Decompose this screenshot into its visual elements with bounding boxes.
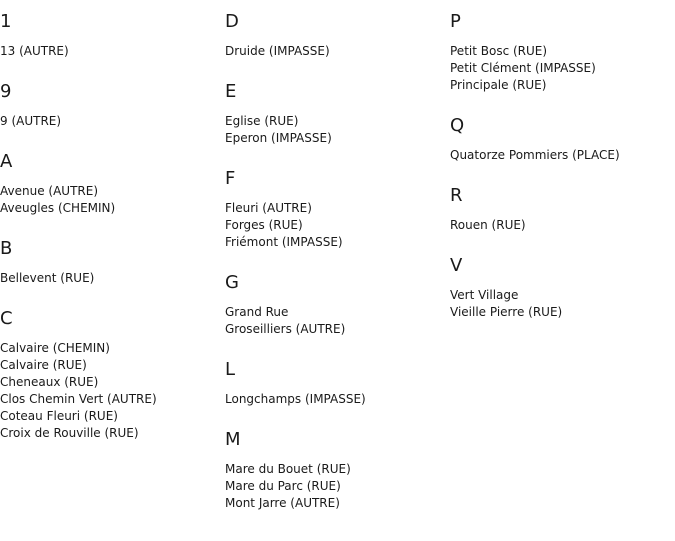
street-item bbox=[450, 217, 675, 234]
letter-group-e bbox=[225, 82, 450, 147]
street-item bbox=[0, 183, 225, 200]
street-item bbox=[450, 60, 675, 77]
street-link[interactable]: Mare du Bouet (RUE) bbox=[225, 462, 351, 476]
street-item bbox=[225, 130, 450, 147]
street-list bbox=[450, 43, 675, 94]
street-link[interactable]: Longchamps (IMPASSE) bbox=[225, 392, 366, 406]
street-link[interactable]: Mont Jarre (AUTRE) bbox=[225, 496, 340, 510]
street-item bbox=[0, 200, 225, 217]
street-list bbox=[450, 217, 675, 234]
street-link[interactable]: Druide (IMPASSE) bbox=[225, 44, 330, 58]
letter-heading: L bbox=[225, 359, 236, 380]
street-list bbox=[0, 43, 225, 60]
street-list bbox=[0, 183, 225, 217]
street-list bbox=[225, 391, 450, 408]
letter-group-r bbox=[450, 186, 675, 234]
street-item bbox=[0, 340, 225, 357]
letter-group-g bbox=[225, 273, 450, 338]
letter-group-f bbox=[225, 169, 450, 251]
street-link[interactable]: Mare du Parc (RUE) bbox=[225, 479, 341, 493]
street-item bbox=[225, 113, 450, 130]
street-link[interactable]: Bellevent (RUE) bbox=[0, 271, 95, 285]
letter-heading: R bbox=[450, 185, 463, 206]
letter-group-d bbox=[225, 12, 450, 60]
street-list bbox=[0, 340, 225, 442]
street-index-column-1 bbox=[0, 0, 225, 442]
street-list bbox=[225, 113, 450, 147]
letter-group-v bbox=[450, 256, 675, 321]
street-list bbox=[0, 270, 225, 287]
street-index-column-3 bbox=[450, 0, 675, 321]
street-item bbox=[0, 408, 225, 425]
letter-group-a bbox=[0, 152, 225, 217]
street-link[interactable]: 13 (AUTRE) bbox=[0, 44, 69, 58]
letter-heading: F bbox=[225, 168, 236, 189]
street-link[interactable]: Petit Bosc (RUE) bbox=[450, 44, 548, 58]
street-link[interactable]: Forges (RUE) bbox=[225, 218, 303, 232]
street-item bbox=[0, 391, 225, 408]
street-item bbox=[0, 270, 225, 287]
street-link[interactable]: Principale (RUE) bbox=[450, 78, 547, 92]
street-item bbox=[225, 321, 450, 338]
letter-group-q bbox=[450, 116, 675, 164]
street-list bbox=[0, 113, 225, 130]
letter-heading: A bbox=[0, 151, 13, 172]
street-list bbox=[450, 287, 675, 321]
street-item bbox=[450, 147, 675, 164]
street-item bbox=[225, 495, 450, 512]
street-list bbox=[225, 461, 450, 512]
street-item bbox=[225, 200, 450, 217]
street-link[interactable]: Aveugles (CHEMIN) bbox=[0, 201, 116, 215]
street-link[interactable]: Croix de Rouville (RUE) bbox=[0, 426, 139, 440]
street-item bbox=[0, 425, 225, 442]
street-link[interactable]: Quatorze Pommiers (PLACE) bbox=[450, 148, 620, 162]
letter-heading: 1 bbox=[0, 11, 12, 32]
street-item bbox=[225, 217, 450, 234]
street-item bbox=[450, 287, 675, 304]
street-link[interactable]: Rouen (RUE) bbox=[450, 218, 526, 232]
street-link[interactable]: Coteau Fleuri (RUE) bbox=[0, 409, 118, 423]
letter-heading: D bbox=[225, 11, 239, 32]
street-list bbox=[225, 304, 450, 338]
letter-group-9 bbox=[0, 82, 225, 130]
street-link[interactable]: Vert Village bbox=[450, 288, 519, 302]
letter-heading: P bbox=[450, 11, 461, 32]
street-link[interactable]: Grand Rue bbox=[225, 305, 289, 319]
street-list bbox=[225, 43, 450, 60]
street-link[interactable]: Eglise (RUE) bbox=[225, 114, 299, 128]
letter-group-m bbox=[225, 430, 450, 512]
letter-heading: C bbox=[0, 308, 13, 329]
letter-heading: G bbox=[225, 272, 239, 293]
letter-group-c bbox=[0, 309, 225, 442]
street-list bbox=[225, 200, 450, 251]
street-link[interactable]: 9 (AUTRE) bbox=[0, 114, 62, 128]
street-link[interactable]: Fleuri (AUTRE) bbox=[225, 201, 312, 215]
street-item bbox=[0, 357, 225, 374]
street-list bbox=[450, 147, 675, 164]
letter-heading: M bbox=[225, 429, 241, 450]
street-item bbox=[0, 374, 225, 391]
street-index-column-2 bbox=[225, 0, 450, 512]
street-item bbox=[225, 234, 450, 251]
street-link[interactable]: Eperon (IMPASSE) bbox=[225, 131, 332, 145]
street-item bbox=[450, 304, 675, 321]
street-link[interactable]: Groseilliers (AUTRE) bbox=[225, 322, 346, 336]
street-link[interactable]: Clos Chemin Vert (AUTRE) bbox=[0, 392, 157, 406]
street-link[interactable]: Vieille Pierre (RUE) bbox=[450, 305, 563, 319]
letter-heading: V bbox=[450, 255, 463, 276]
street-link[interactable]: Petit Clément (IMPASSE) bbox=[450, 61, 596, 75]
street-item bbox=[0, 113, 225, 130]
letter-heading: 9 bbox=[0, 81, 12, 102]
street-item bbox=[225, 461, 450, 478]
letter-group-1 bbox=[0, 12, 225, 60]
letter-heading: B bbox=[0, 238, 13, 259]
street-item bbox=[225, 304, 450, 321]
street-item bbox=[225, 43, 450, 60]
street-link[interactable]: Friémont (IMPASSE) bbox=[225, 235, 343, 249]
letter-heading: Q bbox=[450, 115, 465, 136]
street-link[interactable]: Cheneaux (RUE) bbox=[0, 375, 99, 389]
letter-group-l bbox=[225, 360, 450, 408]
letter-group-b bbox=[0, 239, 225, 287]
street-item bbox=[225, 478, 450, 495]
street-link[interactable]: Calvaire (CHEMIN) bbox=[0, 341, 110, 355]
street-link[interactable]: Avenue (AUTRE) bbox=[0, 184, 99, 198]
street-item bbox=[0, 43, 225, 60]
street-item bbox=[450, 43, 675, 60]
street-item bbox=[225, 391, 450, 408]
street-link[interactable]: Calvaire (RUE) bbox=[0, 358, 87, 372]
street-item bbox=[450, 77, 675, 94]
letter-group-p bbox=[450, 12, 675, 94]
letter-heading: E bbox=[225, 81, 237, 102]
